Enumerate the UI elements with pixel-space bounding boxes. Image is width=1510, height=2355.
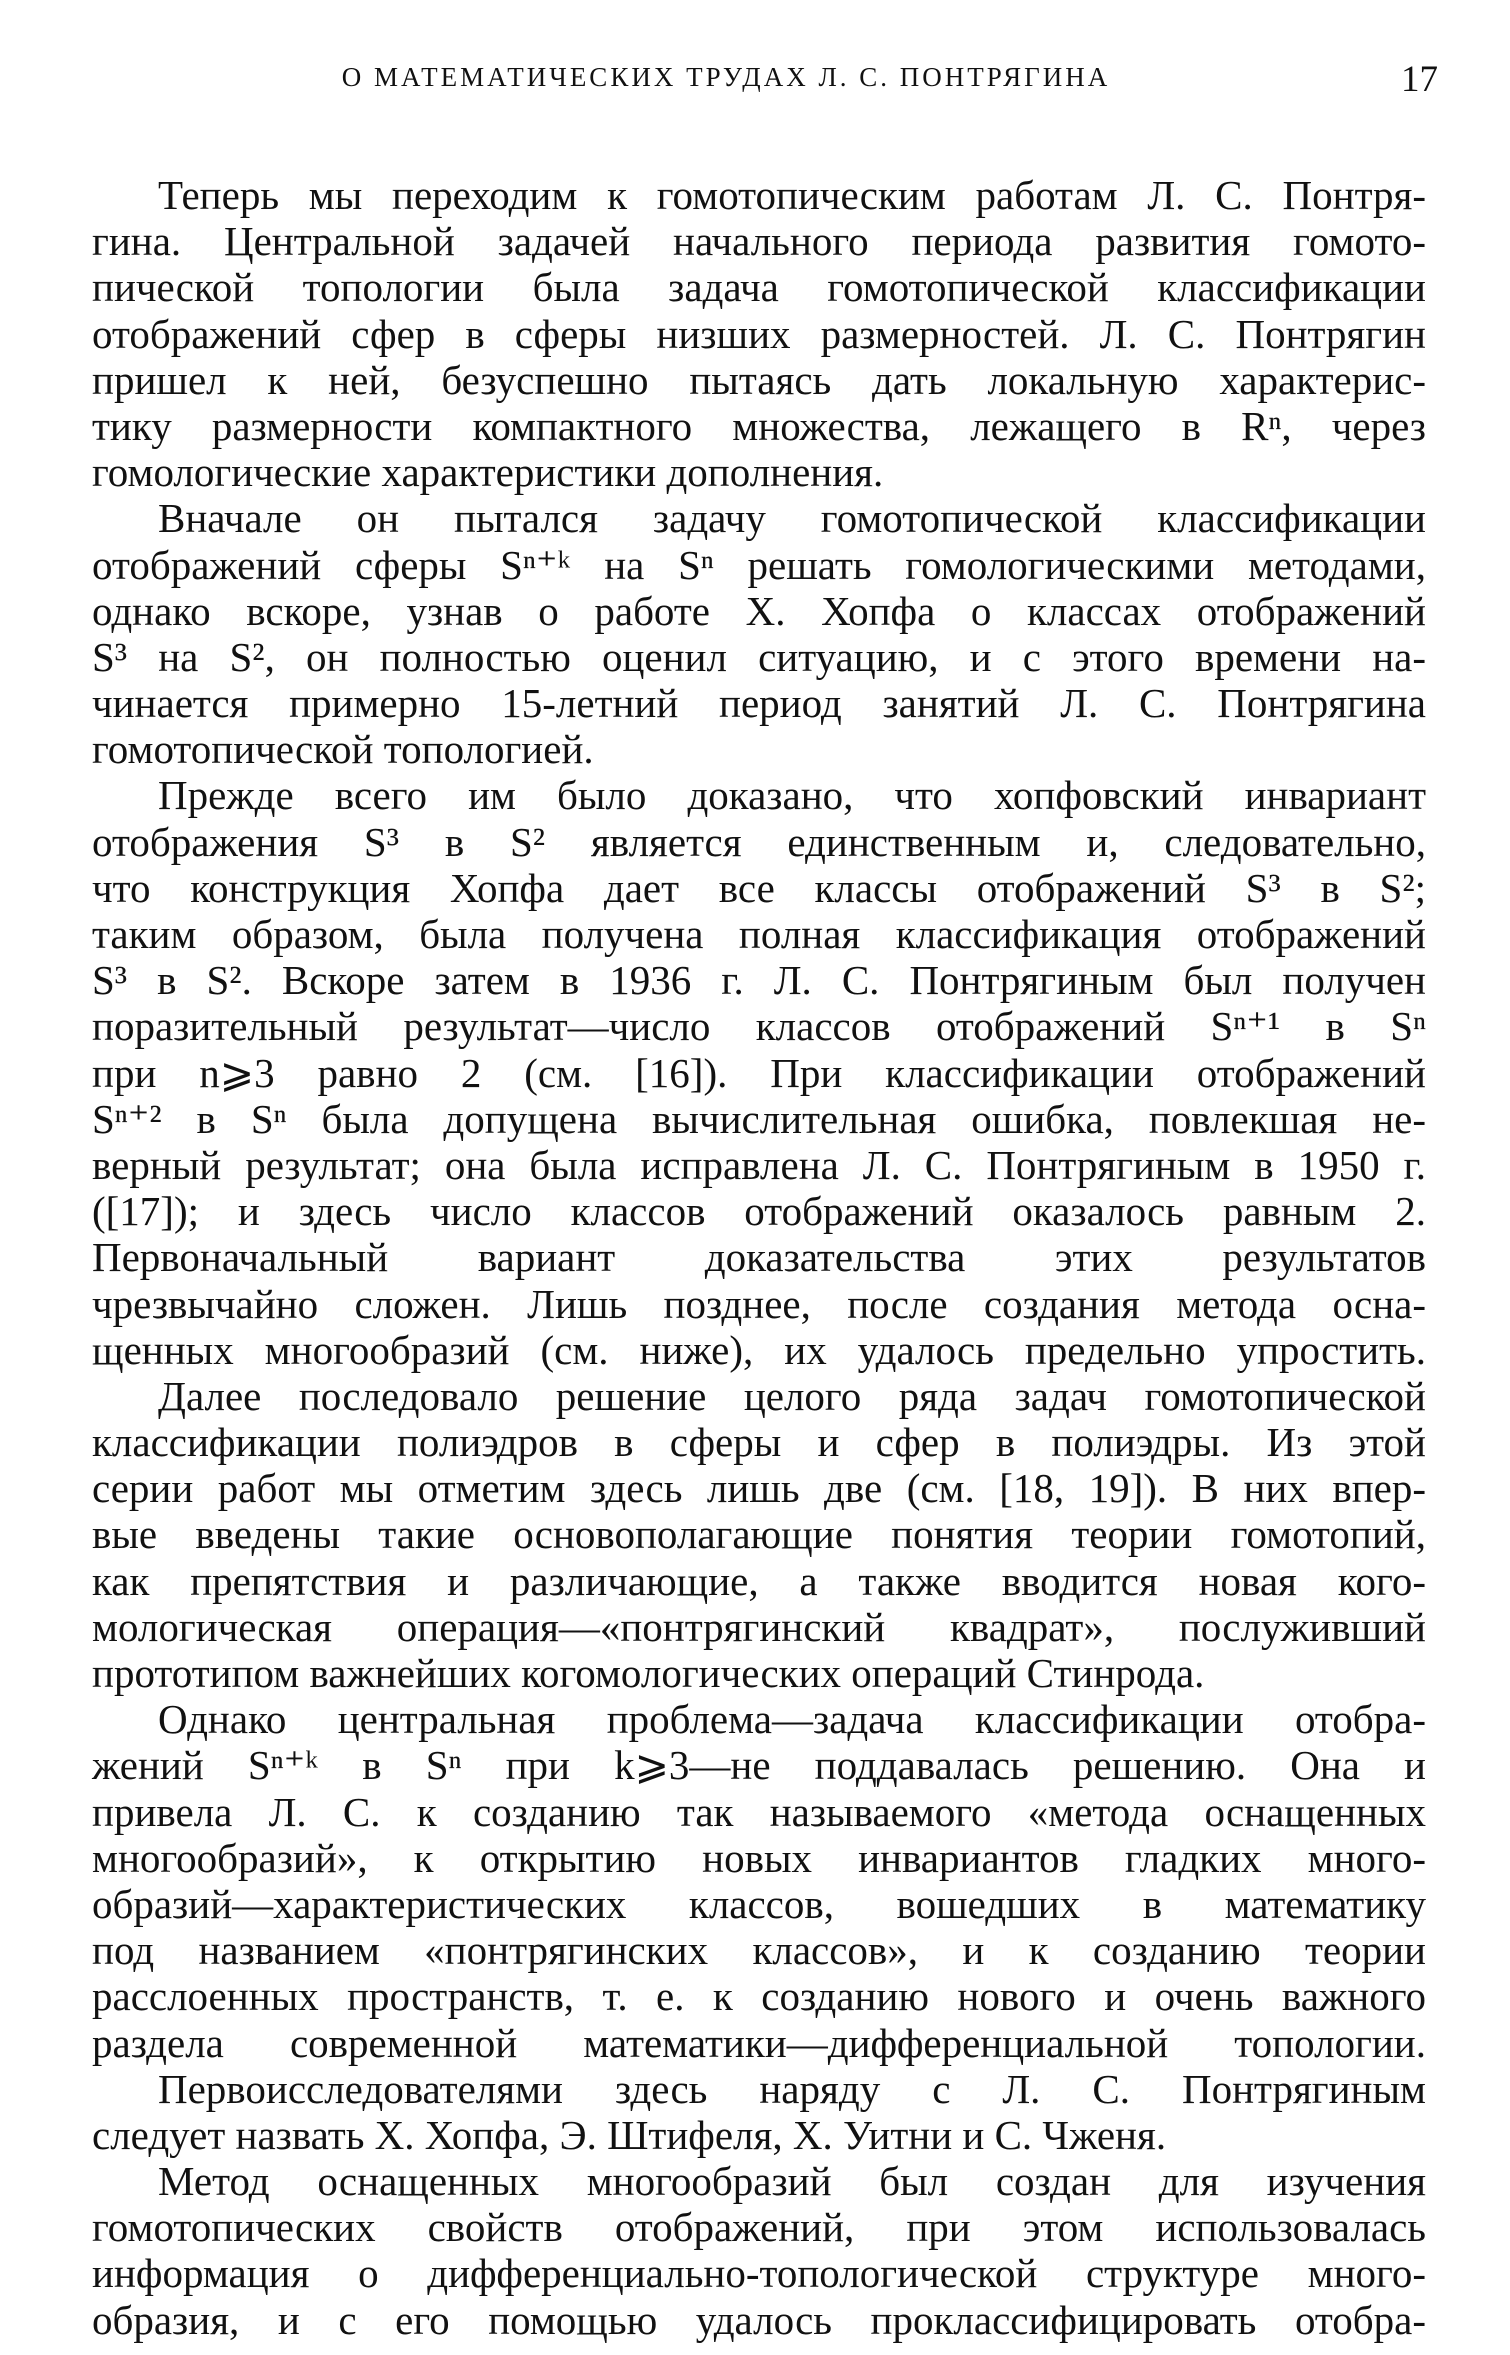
- text-line: S³ в S². Вскоре затем в 1936 г. Л. С. Понтрягиным был получен: [92, 957, 1426, 1004]
- body-text: [92, 172, 1426, 2343]
- text-line: щенных многообразий (см. ниже), их удалось предельно упростить.: [92, 1326, 1426, 1373]
- text-line: прототипом важнейших когомологических операций Стинрода.: [92, 1650, 1205, 1696]
- text-line: Sⁿ⁺² в Sⁿ была допущена вычислительная ошибка, повлекшая не-: [92, 1095, 1426, 1142]
- text-line: пической топологии была задача гомотопической классификации: [92, 264, 1426, 311]
- text-line: информация о дифференциально-топологической структуре много-: [92, 2250, 1426, 2297]
- text-line: Метод оснащенных многообразий был создан для изучения: [158, 2158, 1426, 2205]
- text-line: раздела современной математики—дифференциальной топологии.: [92, 2019, 1426, 2066]
- text-line: что конструкция Хопфа дает все классы отображений S³ в S²;: [92, 864, 1426, 911]
- text-line: отображений сфер в сферы низших размерностей. Л. С. Понтрягин: [92, 310, 1426, 357]
- text-line: вые введены такие основополагающие понятия теории гомотопий,: [92, 1511, 1426, 1558]
- text-line: тику размерности компактного множества, лежащего в Rⁿ, через: [92, 402, 1426, 449]
- text-line: жений Sⁿ⁺ᵏ в Sⁿ при k⩾3—не поддавалась решению. Она и: [92, 1742, 1426, 1789]
- text-line: мологическая операция—«понтрягинский квадрат», послуживший: [92, 1603, 1426, 1650]
- text-line: верный результат; она была исправлена Л. С. Понтрягиным в 1950 г.: [92, 1141, 1426, 1188]
- text-line: Теперь мы переходим к гомотопическим работам Л. С. Понтря-: [158, 172, 1426, 218]
- text-line: многообразий», к открытию новых инвариантов гладких много-: [92, 1834, 1426, 1881]
- text-line: Первоисследователями здесь наряду с Л. С. Понтрягиным: [158, 2065, 1426, 2112]
- text-line: чрезвычайно сложен. Лишь позднее, после создания метода осна-: [92, 1280, 1426, 1327]
- text-line: однако вскоре, узнав о работе X. Хопфа о классах отображений: [92, 587, 1426, 634]
- text-line: гомологические характеристики дополнения.: [92, 449, 884, 496]
- text-line: таким образом, была получена полная классификация отображений: [92, 911, 1426, 957]
- text-line: гомотопических свойств отображений, при этом использовалась: [92, 2204, 1426, 2251]
- text-line: образия, и с его помощью удалось проклассифицировать отобра-: [92, 2296, 1426, 2343]
- text-line: поразительный результат—число классов отображений Sⁿ⁺¹ в Sⁿ: [92, 1003, 1426, 1050]
- text-line: Первоначальный вариант доказательства этих результатов: [92, 1234, 1426, 1281]
- text-line: классификации полиэдров в сферы и сфер в полиэдры. Из этой: [92, 1419, 1426, 1466]
- text-line: при n⩾3 равно 2 (см. [16]). При классификации отображений: [92, 1049, 1426, 1096]
- text-line: Вначале он пытался задачу гомотопической классификации: [158, 495, 1426, 542]
- text-line: ([17]); и здесь число классов отображений оказалось равным 2.: [92, 1188, 1426, 1235]
- text-line: серии работ мы отметим здесь лишь две (см. [18, 19]). В них впер-: [92, 1465, 1426, 1512]
- text-line: S³ на S², он полностью оценил ситуацию, и с этого времени на-: [92, 633, 1426, 680]
- text-line: образий—характеристических классов, вошедших в математику: [92, 1880, 1426, 1927]
- text-line: отображений сферы Sⁿ⁺ᵏ на Sⁿ решать гомологическими методами,: [92, 541, 1426, 588]
- page-number: 17: [1401, 59, 1438, 100]
- text-line: Далее последовало решение целого ряда задач гомотопической: [158, 1372, 1426, 1419]
- text-line: привела Л. С. к созданию так называемого «метода оснащенных: [92, 1788, 1426, 1835]
- text-line: чинается примерно 15-летний период занятий Л. С. Понтрягина: [92, 680, 1426, 727]
- text-line: Однако центральная проблема—задача классификации отобра-: [158, 1696, 1426, 1743]
- text-line: пришел к ней, безуспешно пытаясь дать локальную характерис-: [92, 356, 1426, 403]
- text-line: Прежде всего им было доказано, что хопфовский инвариант: [158, 772, 1426, 819]
- text-line: под названием «понтрягинских классов», и к созданию теории: [92, 1927, 1426, 1974]
- running-header: [94, 59, 1438, 112]
- text-line: гомотопической топологией.: [92, 726, 594, 773]
- running-title: О МАТЕМАТИЧЕСКИХ ТРУДАХ Л. С. ПОНТРЯГИНА: [341, 62, 1111, 92]
- text-line: следует назвать Х. Хопфа, Э. Штифеля, Х. Уитни и С. Чженя.: [92, 2111, 1167, 2158]
- text-line: отображения S³ в S² является единственным и, следовательно,: [92, 818, 1426, 865]
- text-line: гина. Центральной задачей начального периода развития гомото-: [92, 218, 1426, 265]
- text-line: как препятствия и различающие, а также вводится новая кого-: [92, 1557, 1426, 1604]
- text-line: расслоенных пространств, т. е. к созданию нового и очень важного: [92, 1973, 1426, 2020]
